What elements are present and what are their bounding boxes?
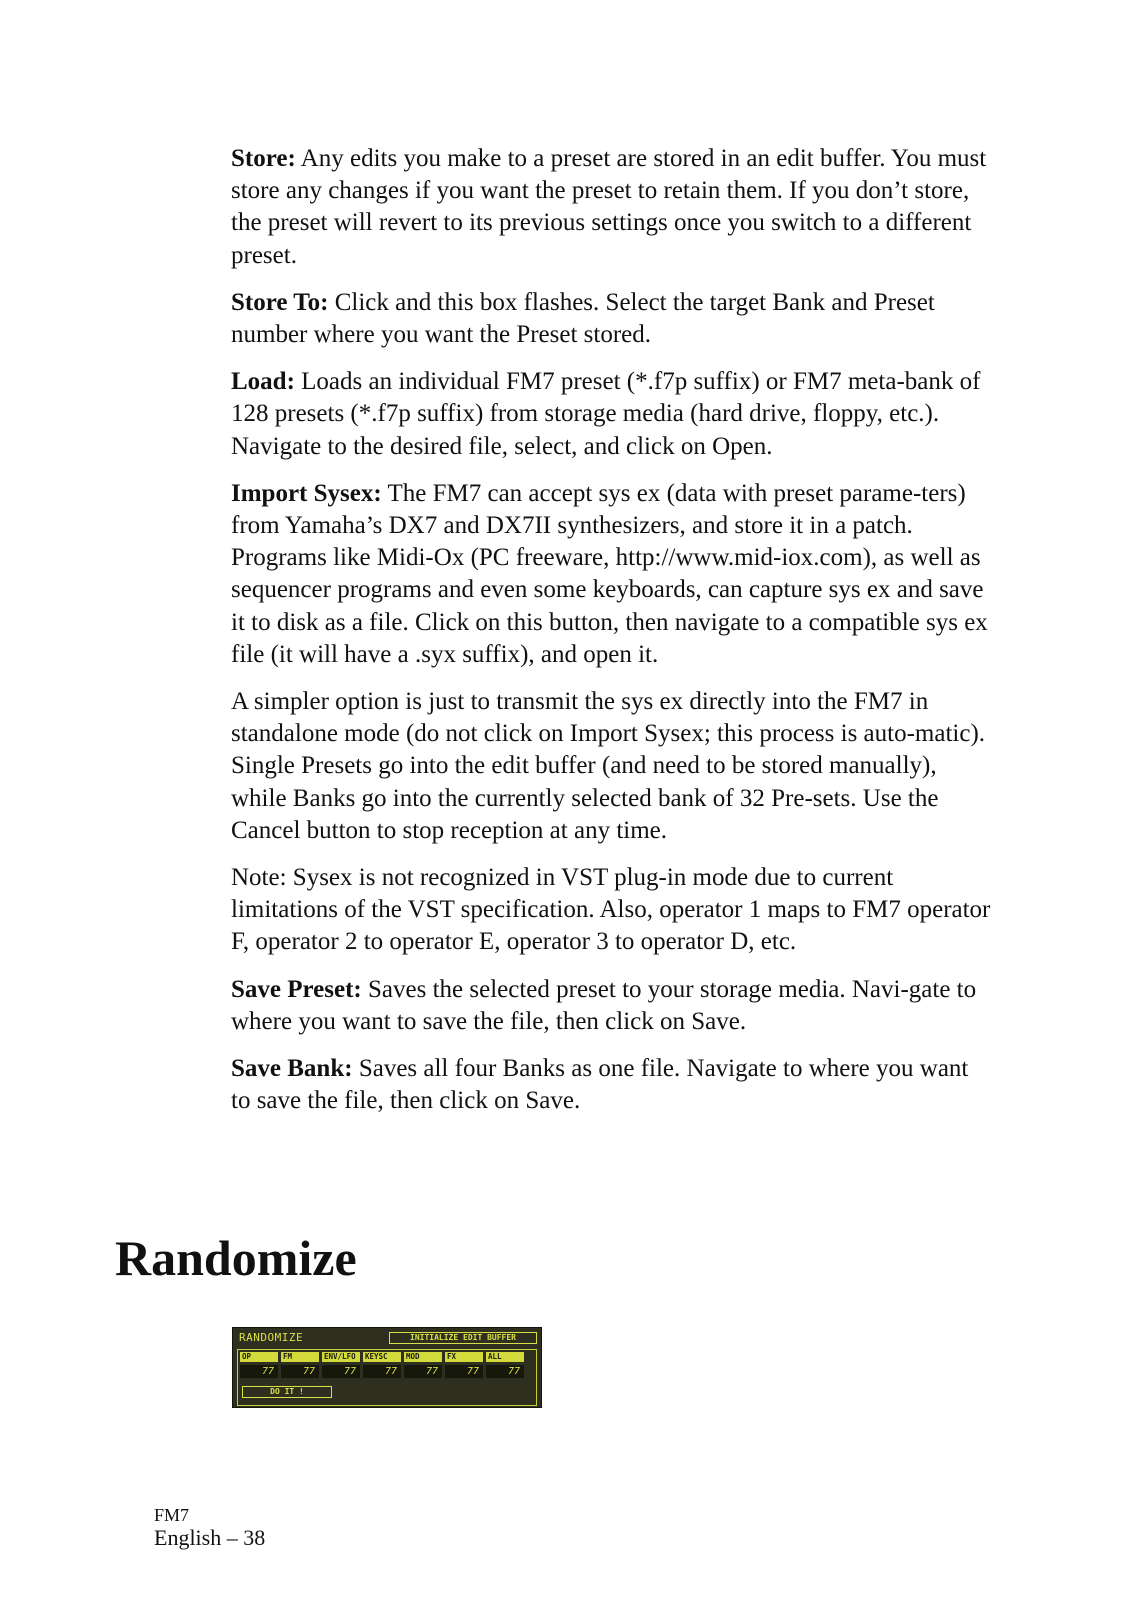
panel-title: RANDOMIZE	[239, 1331, 304, 1344]
randomize-env-lfo	[322, 1352, 360, 1383]
column-label: ENV/LFO	[322, 1352, 360, 1362]
term-label: Save Bank:	[231, 1055, 353, 1083]
paragraph-text: Click and this box flashes. Select the target Bank and Preset number where you want the Preset stored.	[231, 288, 935, 349]
column-label: FM	[281, 1352, 319, 1362]
paragraph-text: Loads an individual FM7 preset (*.f7p suffix) or FM7 meta-bank of 128 presets (*.f7p suffix) from storage media (hard drive, floppy, etc.). Navigate to the desired file, select, and click on Open.	[231, 368, 981, 460]
paragraph-store	[231, 143, 991, 272]
amount-field[interactable]: 77	[281, 1365, 319, 1378]
amount-field[interactable]: 77	[240, 1365, 278, 1378]
paragraph-store-to	[231, 287, 991, 351]
paragraph-text: Saves all four Banks as one file. Navigate to where you want to save the file, then click on Save.	[231, 1055, 969, 1115]
manual-body	[231, 143, 991, 1132]
paragraph-simpler-option	[231, 686, 991, 847]
randomize-controls	[237, 1349, 537, 1406]
amount-field[interactable]: 77	[486, 1365, 524, 1378]
paragraph-text: Note: Sysex is not recognized in VST plug-in mode due to current limitations of the VST specification. Also, operator 1 maps to FM7 operator F, operator 2 to operator E, operator 3 to operator D, etc.	[231, 864, 991, 956]
term-label: Import Sysex:	[231, 479, 382, 507]
column-label: MOD	[404, 1352, 442, 1362]
do-it-button[interactable]: DO IT !	[242, 1386, 332, 1398]
term-label: Store:	[231, 145, 296, 172]
term-label: Load:	[231, 368, 295, 396]
page-number: English – 38	[154, 1525, 266, 1550]
randomize-all	[486, 1352, 524, 1383]
amount-field[interactable]: 77	[322, 1365, 360, 1378]
randomize-fm	[281, 1352, 319, 1383]
paragraph-save-bank	[231, 1053, 991, 1117]
paragraph-load	[231, 366, 991, 463]
paragraph-text: The FM7 can accept sys ex (data with preset parame-ters) from Yamaha’s DX7 and DX7II synthesizers, and store it in a patch. Programs like Midi-Ox (PC freeware, http://www.mid-iox.com), as well as sequencer programs and even some keyboards, can capture sys ex and save it to disk as a file. Click on this button, then navigate to a compatible sys ex file (it will have a .syx suffix), and open it.	[231, 479, 988, 668]
initialize-edit-buffer-button[interactable]: INITIALIZE EDIT BUFFER	[389, 1332, 537, 1344]
column-label: ALL	[486, 1352, 524, 1362]
paragraph-note	[231, 862, 991, 959]
randomize-panel	[232, 1327, 542, 1408]
term-label: Save Preset:	[231, 975, 362, 1003]
term-label: Store To:	[231, 288, 329, 316]
randomize-keysc	[363, 1352, 401, 1383]
paragraph-import-sysex	[231, 478, 991, 671]
amount-field[interactable]: 77	[445, 1365, 483, 1378]
amount-field[interactable]: 77	[363, 1365, 401, 1378]
randomize-mod	[404, 1352, 442, 1383]
section-heading: Randomize	[115, 1230, 357, 1286]
column-label: KEYSC	[363, 1352, 401, 1362]
footer-title: FM7	[154, 1505, 190, 1525]
paragraph-text: A simpler option is just to transmit the sys ex directly into the FM7 in standalone mode (do not click on Import Sysex; this process is auto-matic). Single Presets go into the edit buffer (and need to be stored manually), while Banks go into the currently selected bank of 32 Pre-sets. Use the Cancel button to stop reception at any time.	[231, 688, 986, 844]
paragraph-save-preset	[231, 974, 991, 1038]
column-label: OP	[240, 1352, 278, 1362]
randomize-fx	[445, 1352, 483, 1383]
column-label: FX	[445, 1352, 483, 1362]
paragraph-text: Saves the selected preset to your storage media. Navi-gate to where you want to save the file, then click on Save.	[231, 975, 977, 1035]
amount-field[interactable]: 77	[404, 1365, 442, 1378]
randomize-op	[240, 1352, 278, 1383]
paragraph-text: Any edits you make to a preset are stored in an edit buffer. You must store any changes if you want the preset to retain them. If you don’t store, the preset will revert to its previous settings once you switch to a different preset.	[231, 145, 987, 269]
